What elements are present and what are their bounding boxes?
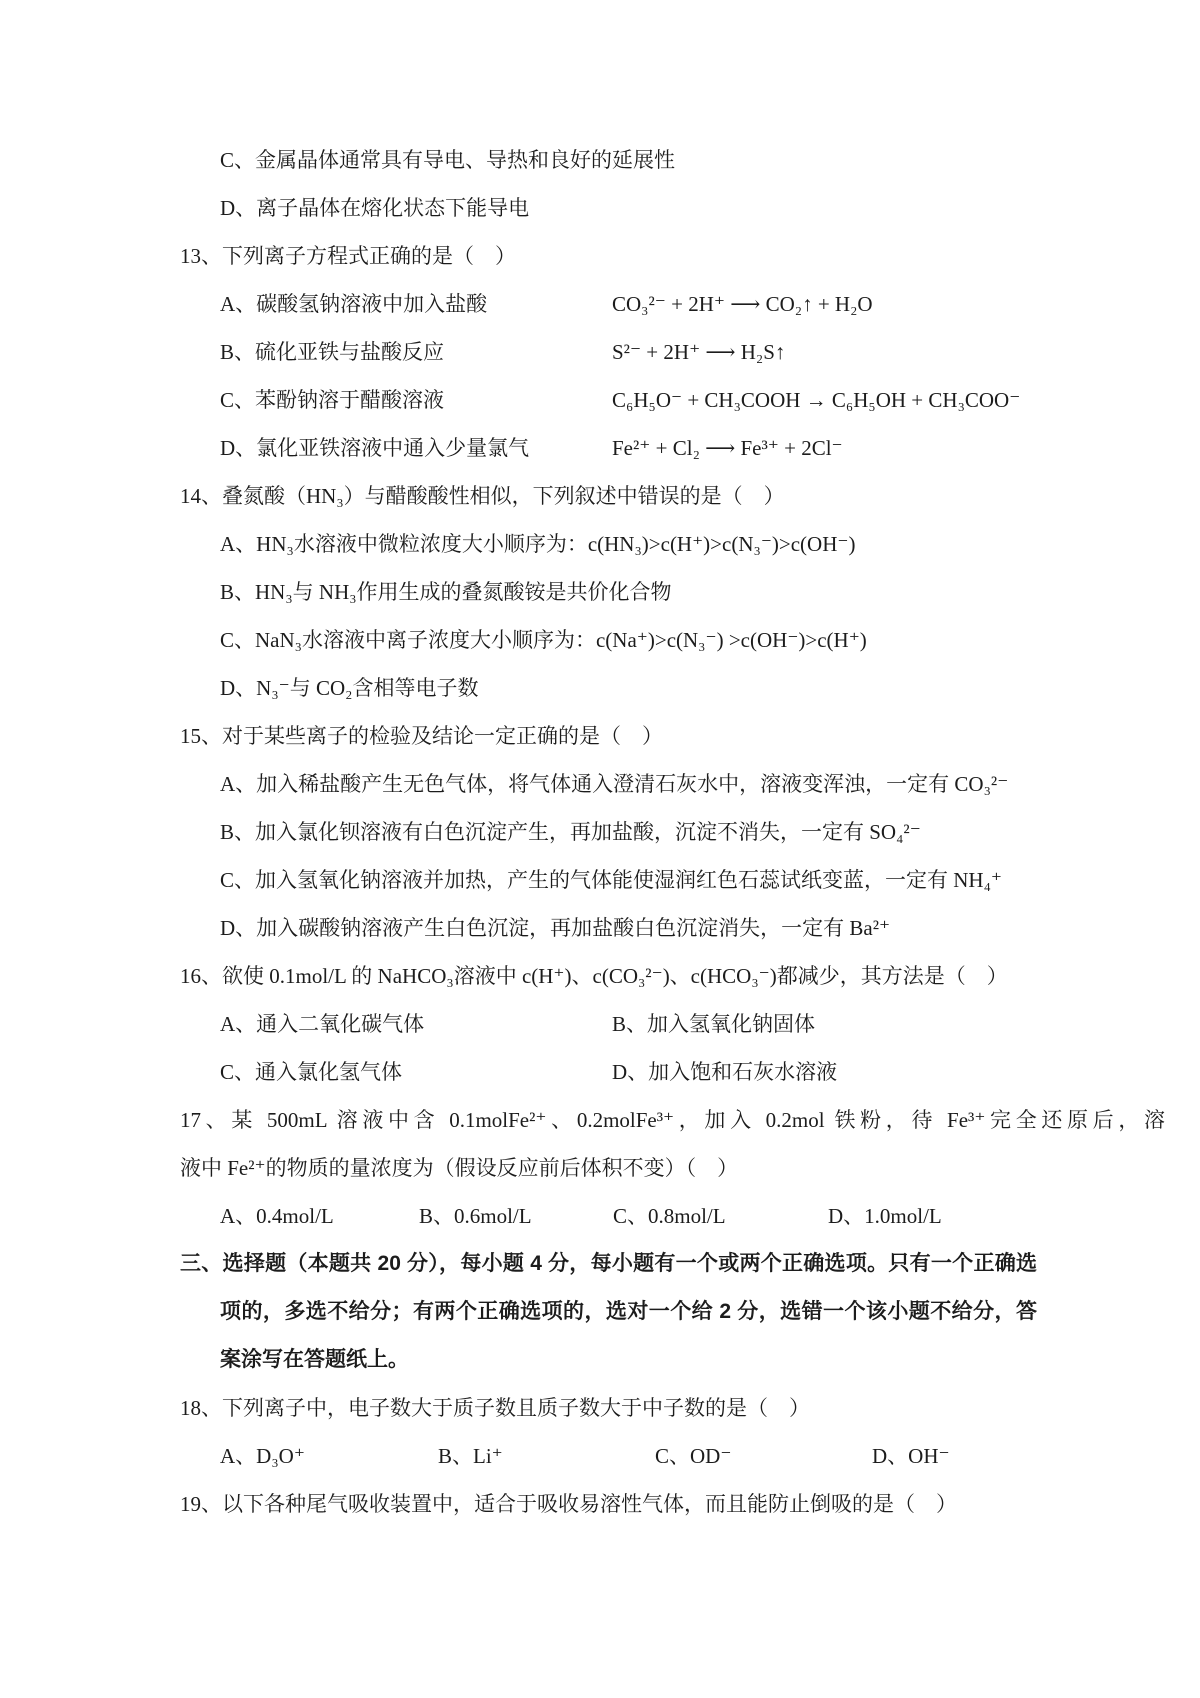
q17-stem-line1: 17、某 500mL 溶液中含 0.1molFe²⁺、0.2molFe³⁺，加入 0.2mol 铁粉，待 Fe³⁺完全还原后，溶: [180, 1108, 1165, 1132]
q13-option-d-desc: D、氯化亚铁溶液中通入少量氯气: [220, 436, 530, 460]
q13-option-d-equation: Fe²⁺ + Cl₂ ⟶ Fe³⁺ + 2Cl⁻: [612, 436, 843, 460]
q16-option-c: C、通入氯化氢气体: [220, 1060, 403, 1084]
q12-option-c: C、金属晶体通常具有导电、导热和良好的延展性: [220, 148, 676, 172]
q16-option-d: D、加入饱和石灰水溶液: [612, 1060, 838, 1084]
q18-option-c: C、OD⁻: [655, 1444, 732, 1468]
section3-heading-line1: 三、选择题（本题共 20 分），每小题 4 分，每小题有一个或两个正确选项。只有一个正确选: [180, 1252, 1037, 1275]
q16-option-a: A、通入二氧化碳气体: [220, 1012, 425, 1036]
q17-option-a: A、0.4mol/L: [220, 1204, 334, 1228]
q15-stem: 15、对于某些离子的检验及结论一定正确的是（ ）: [180, 724, 663, 748]
q13-option-c: [180, 376, 1140, 424]
q14-option-a: A、HN₃水溶液中微粒浓度大小顺序为：c(HN₃)>c(H⁺)>c(N₃⁻)>c(OH⁻): [220, 532, 856, 556]
q13-option-b-equation: S²⁻ + 2H⁺ ⟶ H₂S↑: [612, 340, 786, 364]
q17-option-c: C、0.8mol/L: [613, 1204, 726, 1228]
q13-option-c-desc: C、苯酚钠溶于醋酸溶液: [220, 388, 445, 412]
q15-option-b: B、加入氯化钡溶液有白色沉淀产生，再加盐酸，沉淀不消失，一定有 SO₄²⁻: [220, 820, 921, 844]
q17-option-d: D、1.0mol/L: [828, 1204, 942, 1228]
q17-options-row: [180, 1192, 1140, 1240]
q15-option-a: A、加入稀盐酸产生无色气体，将气体通入澄清石灰水中，溶液变浑浊，一定有 CO₃²⁻: [220, 772, 1009, 796]
q14-option-d: D、N₃⁻与 CO₂含相等电子数: [220, 676, 479, 700]
q15-option-c: C、加入氢氧化钠溶液并加热，产生的气体能使湿润红色石蕊试纸变蓝，一定有 NH₄⁺: [220, 868, 1002, 892]
q16-options-row-1: [180, 1000, 1140, 1048]
q17-option-b: B、0.6mol/L: [419, 1204, 532, 1228]
q13-stem: 13、下列离子方程式正确的是（ ）: [180, 244, 516, 268]
q15-option-d: D、加入碳酸钠溶液产生白色沉淀，再加盐酸白色沉淀消失，一定有 Ba²⁺: [220, 916, 891, 940]
q13-option-b: [180, 328, 1140, 376]
q14-option-b: B、HN₃与 NH₃作用生成的叠氮酸铵是共价化合物: [220, 580, 672, 604]
q14-stem: 14、叠氮酸（HN₃）与醋酸酸性相似，下列叙述中错误的是（ ）: [180, 484, 785, 508]
section3-heading-line2: 项的，多选不给分；有两个正确选项的，选对一个给 2 分，选错一个该小题不给分，答: [220, 1300, 1037, 1323]
q12-option-d: D、离子晶体在熔化状态下能导电: [220, 196, 530, 220]
q17-stem-line2: 液中 Fe²⁺的物质的量浓度为（假设反应前后体积不变）（ ）: [180, 1156, 739, 1180]
q13-option-d: [180, 424, 1140, 472]
section3-heading-line3: 案涂写在答题纸上。: [220, 1348, 409, 1371]
q18-options-row: [180, 1432, 1140, 1480]
q14-option-c: C、NaN₃水溶液中离子浓度大小顺序为：c(Na⁺)>c(N₃⁻) >c(OH⁻)>c(H⁺): [220, 628, 867, 652]
q18-stem: 18、下列离子中，电子数大于质子数且质子数大于中子数的是（ ）: [180, 1396, 810, 1420]
q18-option-b: B、Li⁺: [438, 1444, 503, 1468]
q13-option-a-equation: CO₃²⁻ + 2H⁺ ⟶ CO₂↑ + H₂O: [612, 292, 873, 316]
q13-option-b-desc: B、硫化亚铁与盐酸反应: [220, 340, 445, 364]
q16-options-row-2: [180, 1048, 1140, 1096]
q13-option-a: [180, 280, 1140, 328]
q13-option-a-desc: A、碳酸氢钠溶液中加入盐酸: [220, 292, 488, 316]
q13-option-c-equation: C₆H₅O⁻ + CH₃COOH → C₆H₅OH + CH₃COO⁻: [612, 388, 1021, 412]
q16-stem: 16、欲使 0.1mol/L 的 NaHCO₃溶液中 c(H⁺)、c(CO₃²⁻)、c(HCO₃⁻)都减少，其方法是（ ）: [180, 964, 1008, 988]
q18-option-a: A、D₃O⁺: [220, 1444, 305, 1468]
q18-option-d: D、OH⁻: [872, 1444, 950, 1468]
q19-stem: 19、以下各种尾气吸收装置中，适合于吸收易溶性气体，而且能防止倒吸的是（ ）: [180, 1492, 957, 1516]
q16-option-b: B、加入氢氧化钠固体: [612, 1012, 816, 1036]
